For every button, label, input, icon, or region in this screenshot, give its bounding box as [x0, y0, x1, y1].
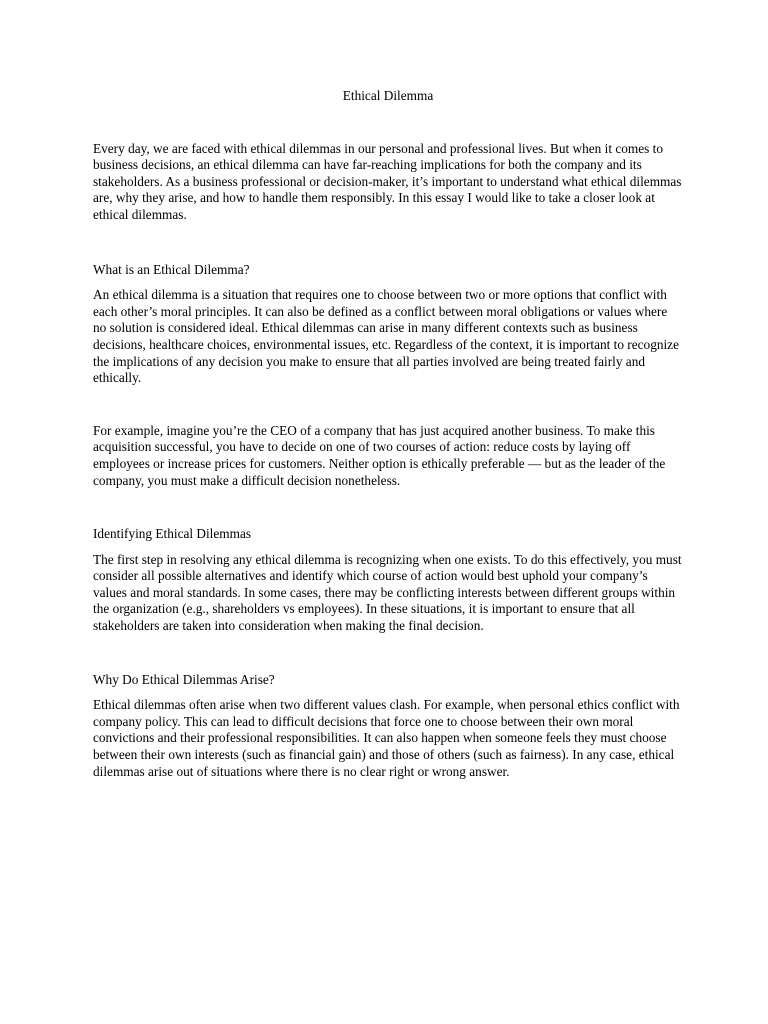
section-why-arise-paragraph-1: Ethical dilemmas often arise when two different values clash. For example, when personal ethics conflict with company policy. This can lead to difficult decisions that force one to choose between their own moral convictions and their professional responsibilities. It can also happen when someone feels they must choose between their own interests (such as financial gain) and those of others (such as fairness). In any case, ethical dilemmas arise out of situations where there is no clear right or wrong answer. — [93, 697, 680, 779]
intro-paragraph: Every day, we are faced with ethical dilemmas in our personal and professional lives. But when it comes to business decisions, an ethical dilemma can have far-reaching implications for both the company and its stakeholders. As a business professional or decision-maker, it’s important to understand what ethical dilemmas are, why they arise, and how to handle them responsibly. In this essay I would like to take a closer look at ethical dilemmas. — [93, 140, 682, 222]
section-what-is-paragraph-2: For example, imagine you’re the CEO of a company that has just acquired another business. To make this acquisition successful, you have to decide on one of two courses of action: reduce costs by laying off employees or increase prices for customers. Neither option is ethically preferable — but as the leader of the company, you must make a difficult decision nonetheless. — [93, 422, 666, 488]
section-heading-why-arise: Why Do Ethical Dilemmas Arise? — [93, 671, 275, 687]
section-heading-identifying: Identifying Ethical Dilemmas — [93, 526, 252, 542]
document-body — [93, 88, 683, 780]
section-what-is-paragraph-1: An ethical dilemma is a situation that requires one to choose between two or more options that conflict with each other’s moral principles. It can also be defined as a conflict between moral obligations or values where no solution is considered ideal. Ethical dilemmas can arise in many different contexts such as business decisions, healthcare choices, environmental issues, etc. Regardless of the context, it is important to recognize the implications of any decision you make to ensure that all parties involved are being treated fairly and ethically. — [93, 287, 679, 386]
section-identifying-paragraph-1: The first step in resolving any ethical dilemma is recognizing when one exists. To do this effectively, you must consider all possible alternatives and identify which course of action would best uphold your company’s values and moral standards. In some cases, there may be conflicting interests between different groups within the organization (e.g., shareholders vs employees). In these situations, it is important to ensure that all stakeholders are taken into consideration when making the final decision. — [93, 551, 682, 634]
document-title: Ethical Dilemma — [342, 88, 434, 103]
section-heading-what-is: What is an Ethical Dilemma? — [93, 261, 250, 277]
